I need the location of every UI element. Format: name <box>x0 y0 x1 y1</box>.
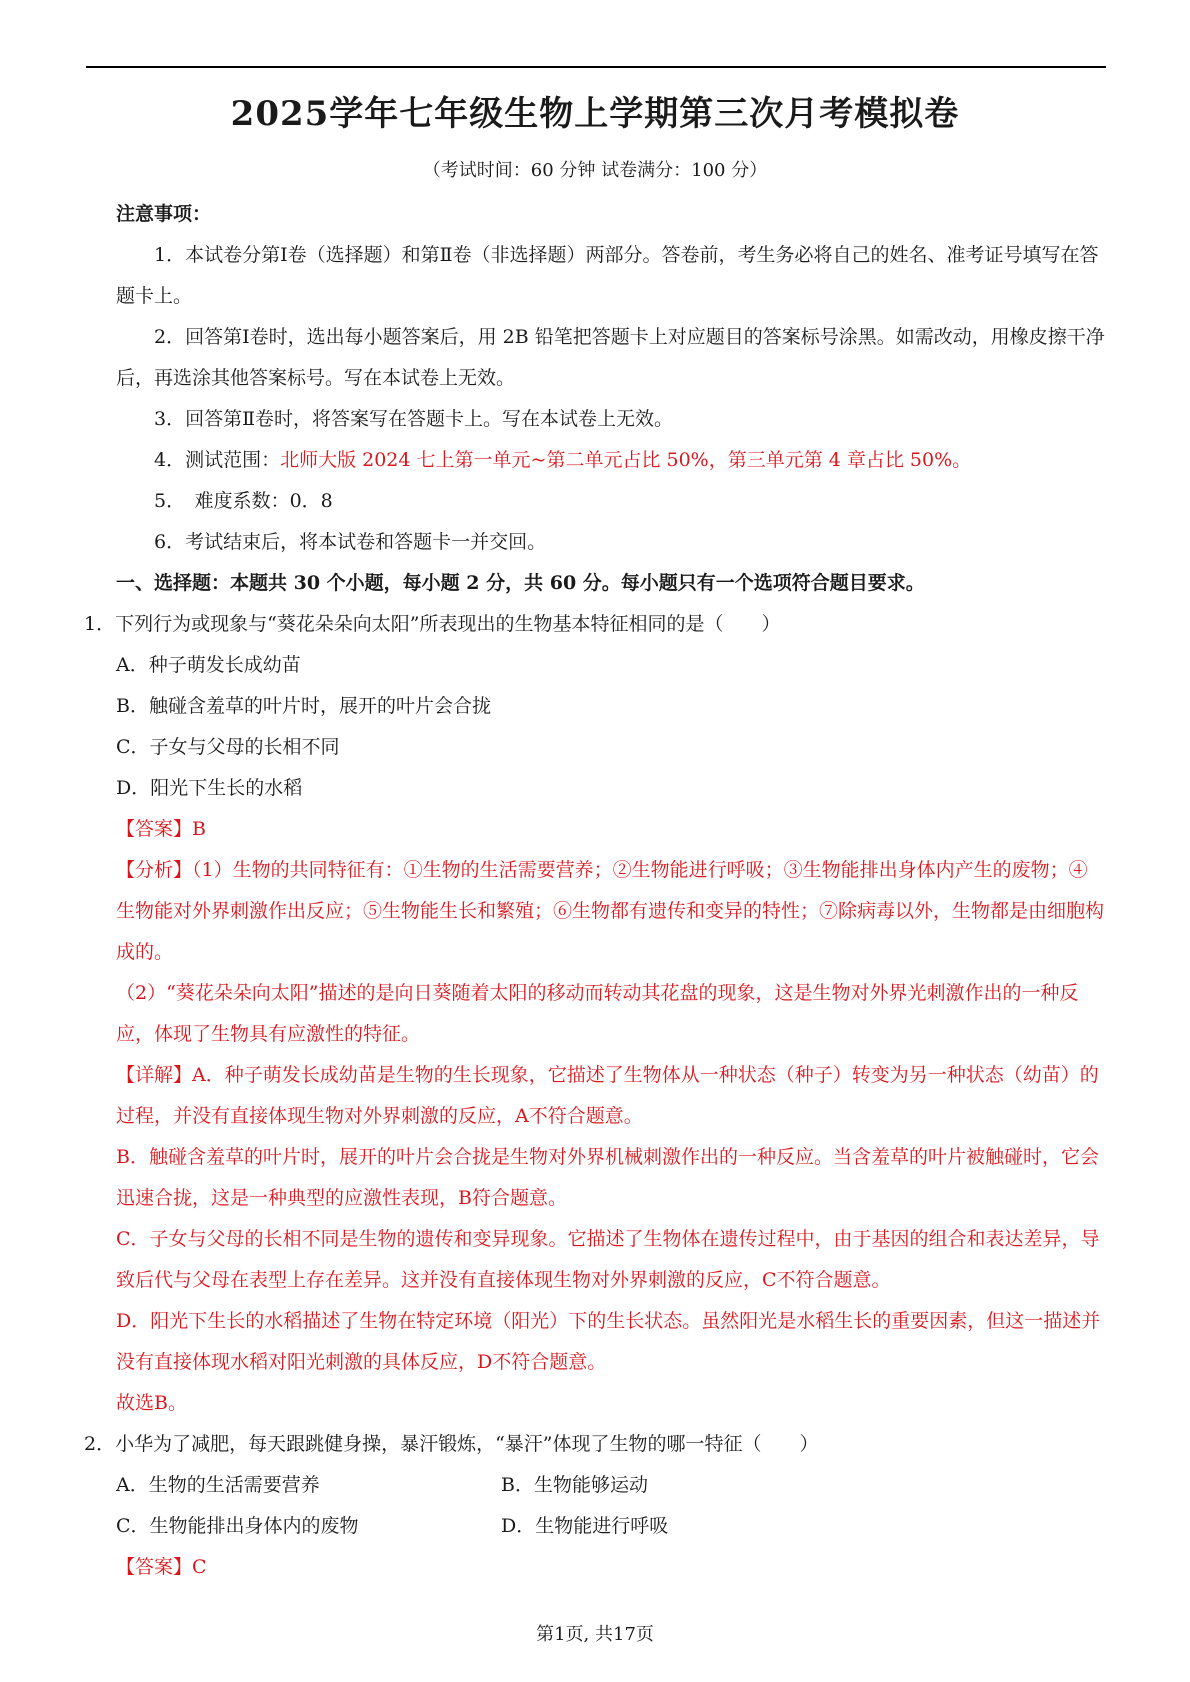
question-1-detail-a: 【详解】A．种子萌发长成幼苗是生物的生长现象，它描述了生物体从一种状态（种子）转变为另一种状态（幼苗）的过程，并没有直接体现生物对外界刺激的反应，A不符合题意。 <box>116 1064 1099 1127</box>
question-2-option-b: B．生物能够运动 <box>501 1474 648 1496</box>
question-2-stem: 2．小华为了减肥，每天跟跳健身操，暴汗锻炼，“暴汗”体现了生物的哪一特征（ ） <box>84 1433 819 1455</box>
question-1-conclusion: 故选B。 <box>116 1392 187 1414</box>
question-1-detail-c: C．子女与父母的长相不同是生物的遗传和变异现象。它描述了生物体在遗传过程中，由于基因的组合和表达差异，导致后代与父母在表型上存在差异。这并没有直接体现生物对外界刺激的反应，C不符合题意。 <box>116 1228 1100 1291</box>
question-1-stem: 1．下列行为或现象与“葵花朵朵向太阳”所表现出的生物基本特征相同的是（ ） <box>84 613 781 635</box>
page-number: 第1页, 共17页 <box>536 1624 654 1645</box>
content <box>84 194 1106 1588</box>
question-1-detail-d: D．阳光下生长的水稻描述了生物在特定环境（阳光）下的生长状态。虽然阳光是水稻生长的重要因素，但这一描述并没有直接体现水稻对阳光刺激的具体反应，D不符合题意。 <box>116 1310 1101 1373</box>
exam-info: （考试时间：60 分钟 试卷满分：100 分） <box>422 160 768 181</box>
notice-item-4 <box>116 440 1106 481</box>
question-2-answer: 【答案】C <box>116 1556 207 1578</box>
notice-heading: 注意事项： <box>116 203 212 225</box>
page-title: 2025学年七年级生物上学期第三次月考模拟卷 <box>230 94 960 134</box>
question-1-option-c: C．子女与父母的长相不同 <box>116 736 340 758</box>
question-1-option-d: D．阳光下生长的水稻 <box>116 777 303 799</box>
question-1-answer: 【答案】B <box>116 818 206 840</box>
question-2-options-row-2 <box>116 1506 1106 1547</box>
section-heading: 一、选择题：本题共 30 个小题，每小题 2 分，共 60 分。每小题只有一个选项符合题目要求。 <box>116 572 925 594</box>
notice-item-3: 3．回答第Ⅱ卷时，将答案写在答题卡上。写在本试卷上无效。 <box>154 408 674 430</box>
question-2-option-d: D．生物能进行呼吸 <box>501 1515 669 1537</box>
notice-item-4-label: 4．测试范围： <box>154 449 281 471</box>
question-1-option-a: A．种子萌发长成幼苗 <box>116 654 301 676</box>
question-2-option-c: C．生物能排出身体内的废物 <box>116 1515 359 1537</box>
notice-item-1: 1．本试卷分第Ⅰ卷（选择题）和第Ⅱ卷（非选择题）两部分。答卷前，考生务必将自己的姓名、准考证号填写在答题卡上。 <box>116 244 1099 307</box>
test-scope: 北师大版 2024 七上第一单元~第二单元占比 50%，第三单元第 4 章占比 50%。 <box>280 449 972 471</box>
question-1-analysis-2: （2）“葵花朵朵向太阳”描述的是向日葵随着太阳的移动而转动其花盘的现象，这是生物对外界光刺激作出的一种反应，体现了生物具有应激性的特征。 <box>116 982 1079 1045</box>
question-1-analysis: 【分析】（1）生物的共同特征有：①生物的生活需要营养；②生物能进行呼吸；③生物能排出身体内产生的废物；④生物能对外界刺激作出反应；⑤生物能生长和繁殖；⑥生物都有遗传和变异的特性；⑦除病毒以外，生物都是由细胞构成的。 <box>116 859 1105 963</box>
top-rule <box>86 66 1106 68</box>
notice-item-2: 2．回答第Ⅰ卷时，选出每小题答案后，用 2B 铅笔把答题卡上对应题目的答案标号涂黑。如需改动，用橡皮擦干净后，再选涂其他答案标号。写在本试卷上无效。 <box>116 326 1105 389</box>
question-2-options-row-1 <box>116 1465 1106 1506</box>
notice-item-6: 6．考试结束后，将本试卷和答题卡一并交回。 <box>154 531 547 553</box>
question-2-option-a: A．生物的生活需要营养 <box>116 1474 320 1496</box>
question-1-detail-b: B．触碰含羞草的叶片时，展开的叶片会合拢是生物对外界机械刺激作出的一种反应。当含羞草的叶片被触碰时，它会迅速合拢，这是一种典型的应激性表现，B符合题意。 <box>116 1146 1099 1209</box>
question-1-option-b: B．触碰含羞草的叶片时，展开的叶片会合拢 <box>116 695 491 717</box>
notice-item-5: 5． 难度系数：0．8 <box>154 490 333 512</box>
